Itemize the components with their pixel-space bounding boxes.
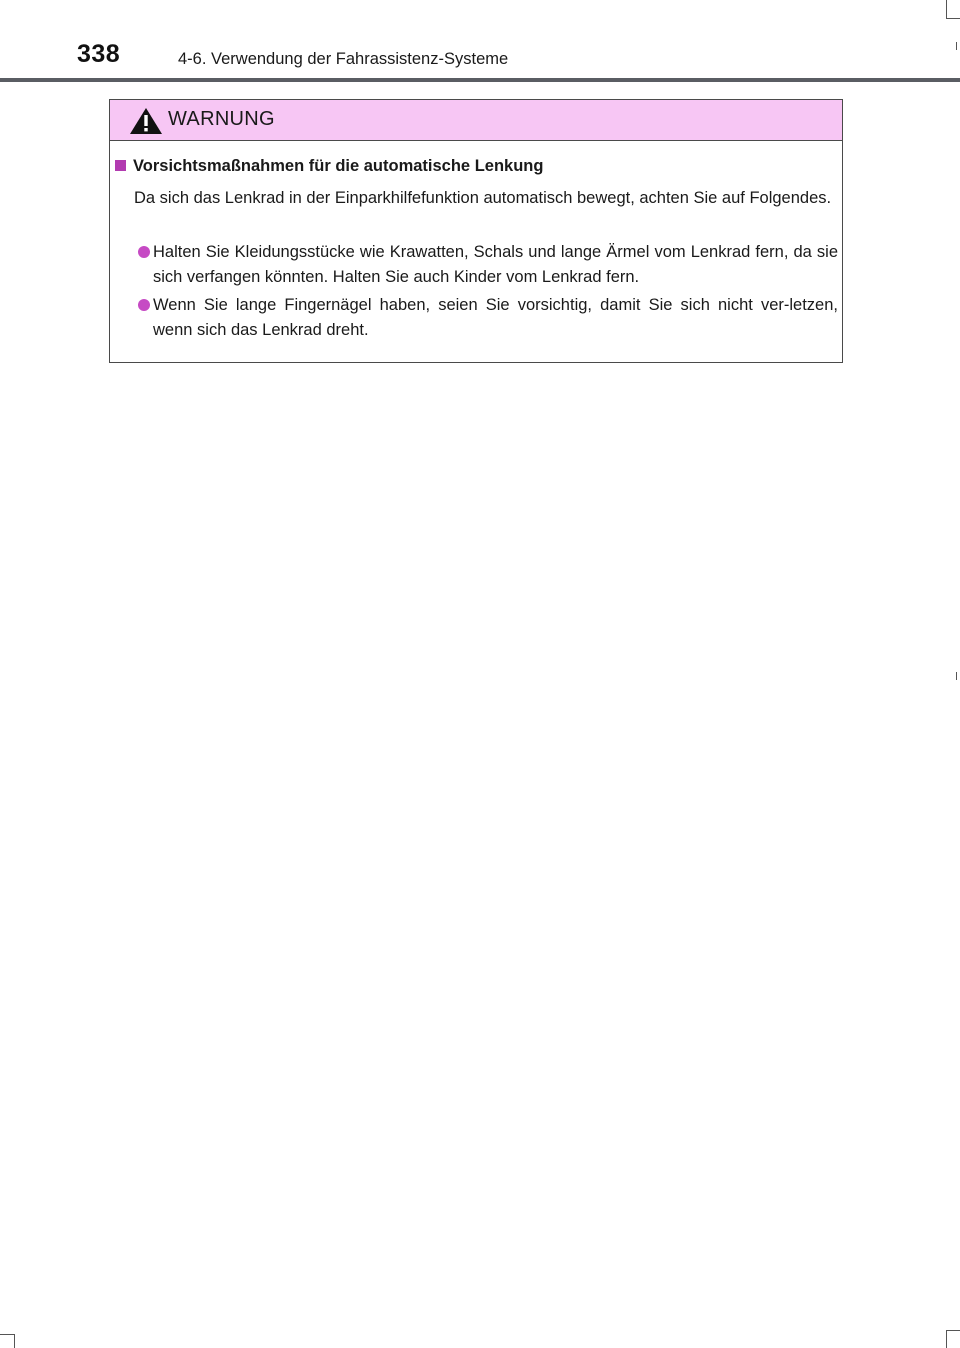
crop-mark xyxy=(14,1334,15,1348)
crop-mark xyxy=(956,672,957,680)
crop-mark xyxy=(946,1330,960,1331)
crop-mark xyxy=(946,0,947,18)
crop-mark xyxy=(956,42,957,50)
crop-mark xyxy=(946,18,960,19)
round-bullet-icon xyxy=(138,246,150,258)
round-bullet-icon xyxy=(138,299,150,311)
list-item xyxy=(134,293,838,343)
page-number: 338 xyxy=(77,40,121,68)
crop-mark xyxy=(946,1330,947,1348)
list-item-text: Wenn Sie lange Fingernägel haben, seien Sie vorsichtig, damit Sie sich nicht ver-letzen, wenn sich das Lenkrad dreht. xyxy=(153,296,838,339)
list-item xyxy=(134,240,838,290)
header-divider xyxy=(0,78,960,82)
crop-mark xyxy=(0,1334,14,1335)
warning-subheading-text: Vorsichtsmaßnahmen für die automatische Lenkung xyxy=(133,157,544,175)
section-title: 4-6. Verwendung der Fahrassistenz-Systeme xyxy=(178,50,509,68)
warning-header xyxy=(110,100,842,141)
warning-box xyxy=(109,99,843,363)
list-item-text: Halten Sie Kleidungsstücke wie Krawatten, Schals und lange Ärmel vom Lenkrad fern, da sie sich verfangen könnten. Halten Sie auch Kinder vom Lenkrad fern. xyxy=(153,243,838,286)
warning-subheading xyxy=(115,157,543,176)
warning-title: WARNUNG xyxy=(168,108,275,130)
square-bullet-icon xyxy=(115,160,126,171)
warning-intro: Da sich das Lenkrad in der Einparkhilfefunktion automatisch bewegt, achten Sie auf Folgendes. xyxy=(134,189,832,207)
warning-triangle-icon xyxy=(129,107,163,135)
